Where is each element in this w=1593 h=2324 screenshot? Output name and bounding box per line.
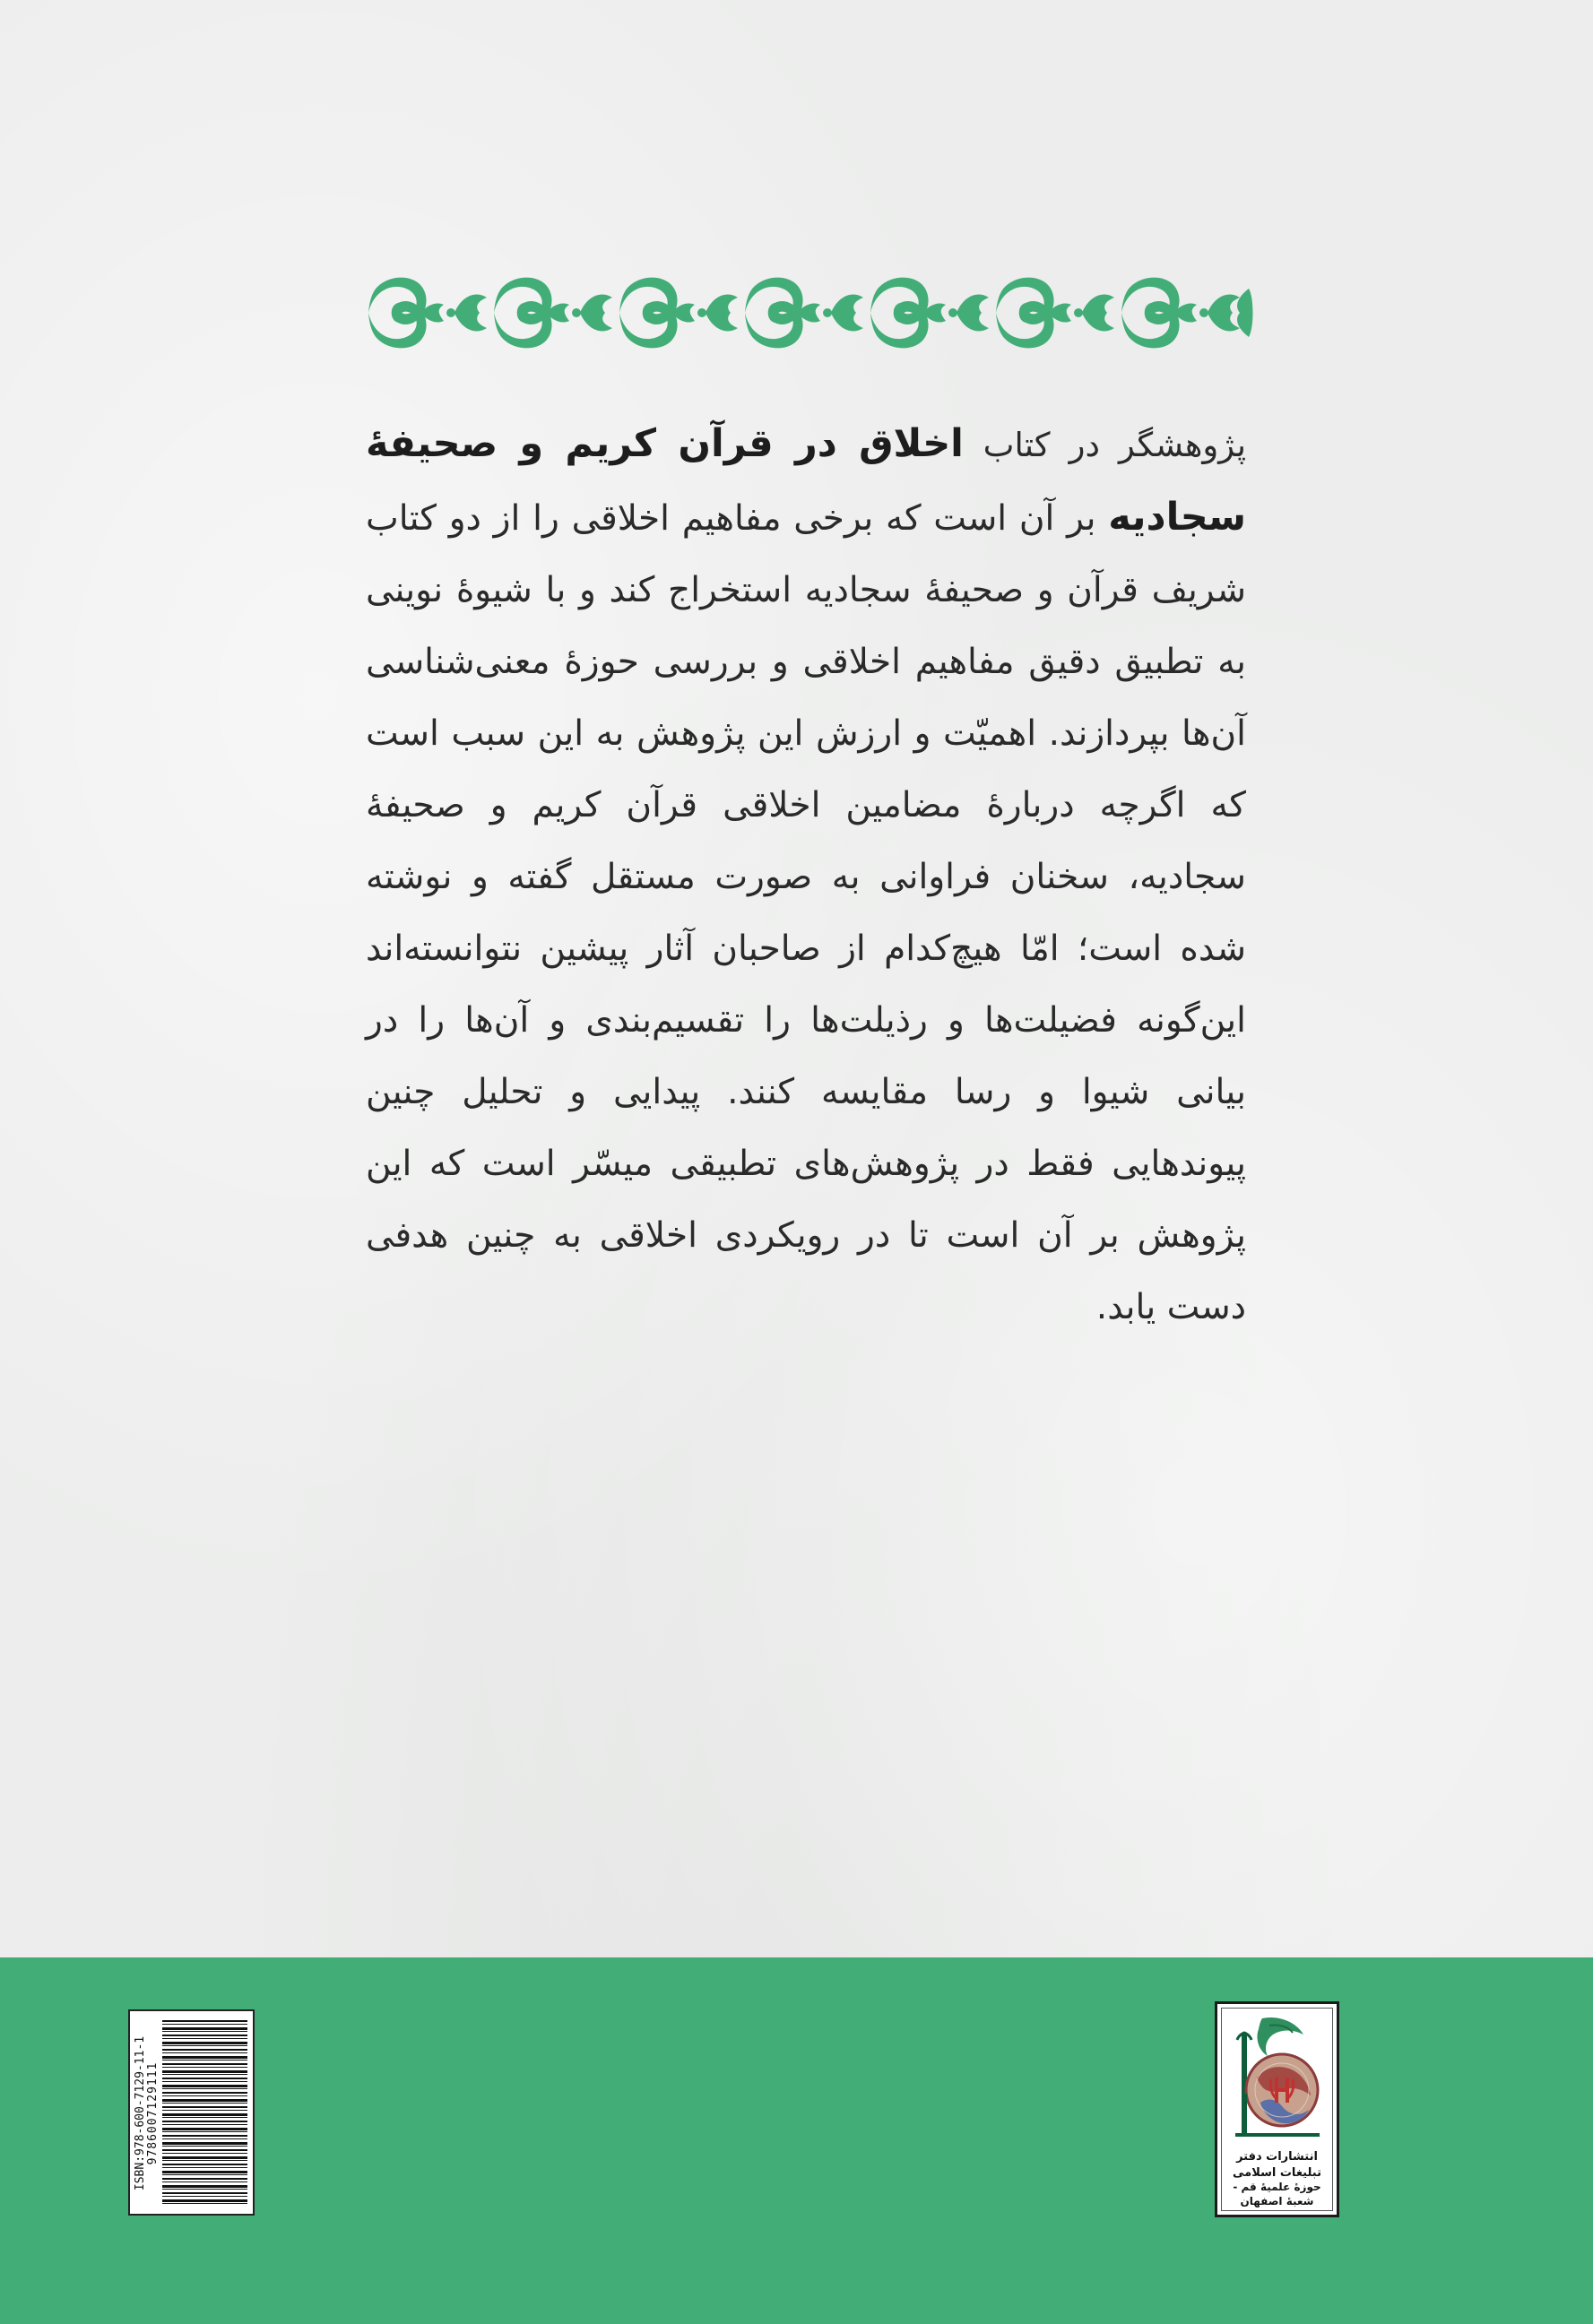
- blurb-body: بر آن است که برخی مفاهیم اخلاقی را از دو کتاب شریف قرآن و صحیفهٔ سجادیه استخراج کند و با شیوهٔ نوینی به تطبیق دقیق مفاهیم اخلاقی و بررسی حوزهٔ معنی‌شناسی آن‌ها بپردازند. اهمیّت و ارزش این پژوهش به این سبب است که اگرچه دربارهٔ مضامین اخلاقی قرآن کریم و صحیفهٔ سجادیه، سخنان فراوانی به صورت مستقل گفته و نوشته شده است؛ امّا هیچ‌کدام از صاحبان آثار پیشین نتوانسته‌اند این‌گونه فضیلت‌ها و رذیلت‌ها را تقسیم‌بندی و آن‌ها را در بیانی شیوا و رسا مقایسه کنند. پیدایی و تحلیل چنین پیوندهایی فقط در پژوهش‌های تطبیقی میسّر است که این پژوهش بر آن است تا در رویکردی اخلاقی به چنین هدفی دست یابد.: [366, 498, 1246, 1327]
- book-title: اخلاق در قرآن کریم و صحیفهٔ سجادیه: [366, 421, 1246, 540]
- publisher-name: انتشارات دفتر تبلیغات اسلامی: [1233, 2150, 1321, 2180]
- publisher-emblem-icon: [1226, 2013, 1328, 2146]
- barcode-bars: [162, 2020, 247, 2207]
- blurb-text: [366, 408, 1246, 1343]
- ornamental-border: [363, 271, 1255, 355]
- isbn-label: ISBN:978-600-7129-11-1: [134, 2035, 147, 2191]
- publisher-branch: حوزهٔ علمیهٔ قم - شعبهٔ اصفهان: [1233, 2181, 1321, 2207]
- isbn-barcode: [128, 2009, 255, 2216]
- blurb-intro: پژوهشگر در کتاب: [983, 426, 1247, 464]
- publisher-logo: [1215, 2001, 1339, 2217]
- ean-digits: 9786007129111: [146, 2061, 160, 2165]
